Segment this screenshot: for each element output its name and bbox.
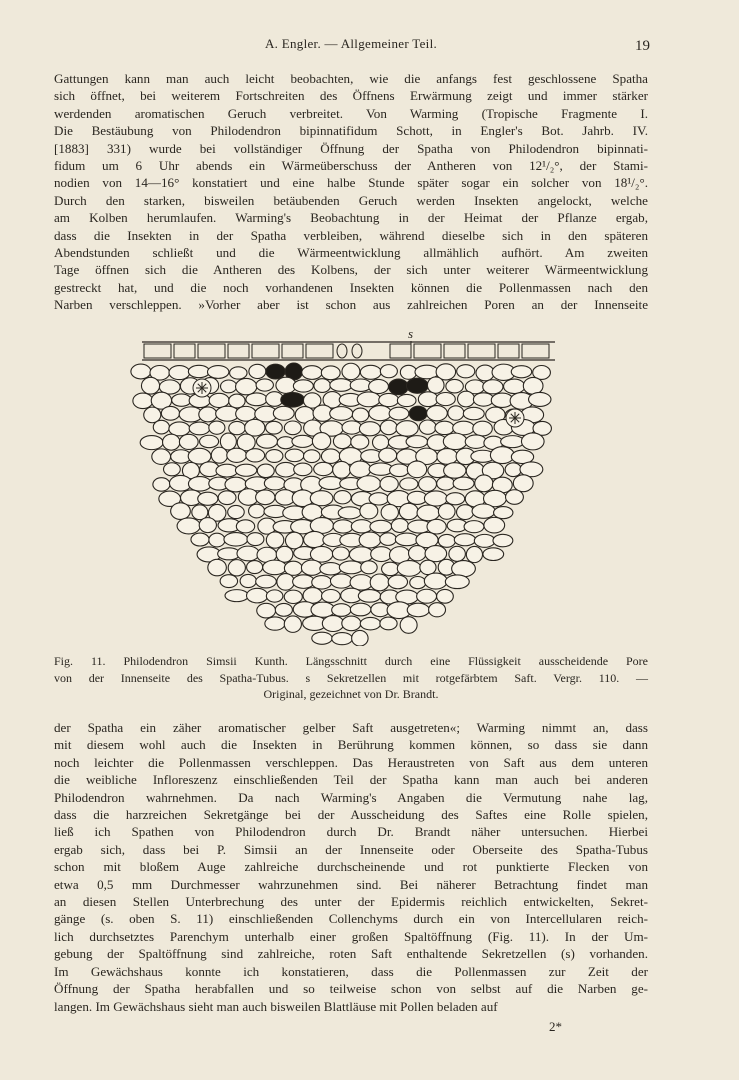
parenchyma-cell [452,561,476,577]
parenchyma-cell [276,546,293,562]
parenchyma-cell [229,421,245,434]
epidermis-cell [228,344,249,358]
parenchyma-cell [494,507,513,519]
parenchyma-cell [333,434,351,449]
parenchyma-cell [256,490,275,505]
parenchyma-cell [266,421,283,434]
text-line: der Spatha ein zäher aromatischer gelber Saft ausgetreten«; Warming nimmt an, dass [54,720,648,735]
parenchyma-cell [153,420,169,434]
parenchyma-cell [395,533,418,546]
parenchyma-cell [424,573,447,589]
parenchyma-cell [397,394,416,406]
parenchyma-cell [209,421,225,434]
parenchyma-cell [501,436,525,448]
parenchyma-cell [369,379,389,393]
parenchyma-cell [342,616,361,631]
parenchyma-cell [427,377,444,393]
parenchyma-cell [266,450,283,463]
parenchyma-cell [381,504,398,520]
parenchyma-cell [350,603,371,616]
parenchyma-cell [236,520,254,533]
text-line: [1883] 331) wurde bei vollständiger Öffnung der Spatha von Philodendron bipinnati- [54,140,648,156]
parenchyma-cell [437,589,454,603]
parenchyma-cell [391,519,408,533]
guard-cell [337,344,347,358]
text-line: schon mit bloßem Auge zahlreiche durchscheinende und rot punktierte Flecken von [54,859,648,875]
parenchyma-cell [454,534,475,546]
parenchyma-cell [448,406,464,420]
parenchyma-cell [474,534,495,547]
parenchyma-cell [417,505,439,521]
paragraph-bottom [54,719,648,1015]
parenchyma-cell [330,379,352,392]
parenchyma-cell [446,379,463,393]
parenchyma-cell [247,533,264,546]
parenchyma-cell [319,477,343,490]
parenchyma-cell [133,393,153,409]
parenchyma-cell [453,477,474,490]
parenchyma-cell [427,519,446,534]
parenchyma-cell [209,393,229,407]
epidermis-cell [306,344,333,358]
parenchyma-cell [504,379,525,393]
parenchyma-cell [400,478,418,490]
parenchyma-cell [256,575,277,588]
parenchyma-cell [249,364,266,378]
parenchyma-cell [351,435,369,449]
parenchyma-cell [191,533,209,546]
parenchyma-cell [472,504,495,518]
caption-line: Fig. 11. Philodendron Simsii Kunth. Längsschnitt durch eine Flüssigkeit ausscheidende Pore [54,654,648,668]
secretory-cell [406,378,428,393]
parenchyma-cell [342,363,360,379]
parenchyma-cell [360,617,380,629]
parenchyma-cell [227,448,247,462]
text-line: dass die harzreichen Sekretgänge bei der Ausscheidung des Saftes eine Rolle spielen, [54,807,648,823]
parenchyma-cell [370,574,389,591]
epidermis-cell [198,344,225,358]
parenchyma-cell [435,421,454,434]
parenchyma-cell [382,562,400,575]
parenchyma-cell [464,521,484,533]
parenchyma-cell [399,503,418,519]
parenchyma-cell [350,575,373,590]
parenchyma-cells [131,363,552,646]
parenchyma-cell [304,531,326,547]
text-line: ergab sich, dass bei P. Simsii an der Innenseite oder Oberseite des Spatha-Tubus [54,841,648,857]
parenchyma-cell [360,503,378,519]
parenchyma-cell [247,561,263,574]
parenchyma-cell [357,476,381,492]
parenchyma-cell [410,577,426,589]
parenchyma-cell [332,604,351,617]
parenchyma-cell [171,503,191,520]
text-line: Abendstunden schließt und die Wärmeentwicklung allmählich aufhört. Am zweiten [54,245,648,261]
parenchyma-cell [153,478,170,491]
running-header [54,36,648,56]
page-number: 19 [635,38,650,54]
parenchyma-cell [371,547,392,562]
parenchyma-cell [312,632,332,644]
parenchyma-cell [263,560,287,575]
parenchyma-cell [359,422,380,436]
parenchyma-cell [247,588,268,603]
text-line: an diesen Stellen Unterbrechung des unter der Epidermis reichlich entwickelten, Sekret- [54,894,648,910]
paragraph-top [54,70,648,314]
parenchyma-cell [330,574,352,588]
parenchyma-cell [257,464,274,478]
parenchyma-cell [188,477,211,492]
parenchyma-cell [235,464,256,476]
parenchyma-cell [330,407,353,421]
parenchyma-cell [380,476,398,491]
parenchyma-cell [506,490,524,505]
parenchyma-cell [429,603,446,617]
signature-mark: 2* [549,1019,562,1034]
parenchyma-cell [369,406,392,421]
parenchyma-cell [211,447,227,463]
parenchyma-cell [466,546,482,562]
text-line: Gattungen kann man auch leicht beobachten, wie die anfangs fest geschlossene Spatha [54,71,648,86]
parenchyma-cell [237,546,259,561]
parenchyma-cell [199,518,216,533]
caption-line: Original, gezeichnet von Dr. Brandt. [263,687,439,701]
figure-label-s: s [408,326,414,341]
parenchyma-cell [245,419,265,436]
parenchyma-cell [322,590,341,603]
parenchyma-cell [292,435,313,447]
text-line: fidum um 6 Uhr abends ein Wärmeüberschuss der Antheren von 12¹/₂°, der Stami- [54,158,648,174]
secretory-cell [389,379,409,395]
parenchyma-cell [352,630,368,646]
parenchyma-cell [418,392,438,407]
parenchyma-cell [177,518,200,534]
parenchyma-cell [172,394,192,406]
text-line: werdenden aromatischen Geruch verbreitet. Von Warming (Tropische Fragmente I. [54,105,648,121]
parenchyma-cell [406,436,428,448]
parenchyma-cell [220,575,237,588]
parenchyma-cell [458,391,475,407]
parenchyma-cell [446,493,465,505]
parenchyma-cell [207,366,228,379]
parenchyma-cell [396,421,418,436]
parenchyma-cell [284,421,301,435]
parenchyma-cell [379,448,397,462]
parenchyma-cell [240,574,256,587]
parenchyma-cell [225,590,248,602]
parenchyma-cell [449,546,466,561]
parenchyma-cell [360,365,381,379]
parenchyma-cell [380,617,397,630]
text-line: noch leichter die Pollenmassen verschleppen. Das Heraustreten von Saft aus dem unteren [54,754,648,770]
parenchyma-cell [350,461,371,477]
parenchyma-cell [339,561,363,574]
parenchyma-cell [342,421,362,434]
text-line: am Kolben herumlaufen. Warming's Beobachtung in der Heimat der Pflanze ergab, [54,210,648,226]
parenchyma-cell [427,406,448,421]
parenchyma-cell [221,380,237,393]
epidermis-cell [468,344,495,358]
secretory-cell [281,392,305,407]
secretory-cell [409,406,427,421]
parenchyma-cell [321,449,340,464]
epidermis-cell [444,344,465,358]
parenchyma-cell [473,421,493,436]
parenchyma-cell [359,532,381,548]
text-line: die weibliche Infloreszenz einschließenden Teil der Spatha kann man auch bei anderen [54,772,648,788]
parenchyma-cell [131,364,151,379]
parenchyma-cell [529,392,551,406]
parenchyma-cell [351,520,372,533]
text-line: nodien von 14—16° konstatiert und eine halbe Stunde später sogar ein solcher von 18¹/₂°. [54,175,648,191]
text-line: gestreckt hat, und die noch vorhandenen Insekten können die Pollenmassen nach den [54,279,648,295]
parenchyma-cell [465,435,486,448]
parenchyma-cell [188,365,209,377]
parenchyma-cell [332,633,353,645]
parenchyma-cell [199,407,217,422]
parenchyma-cell [407,603,429,617]
text-line: ließ ich Spathen von Philodendron durch Dr. Brandt näher untersuchen. Hierbei [54,824,648,840]
parenchyma-cell [334,491,351,504]
parenchyma-cell [484,517,505,533]
text-line: mit diesem wohl auch die Insekten in Berührung kommen können, so dass sie dann [54,737,648,753]
parenchyma-cell [445,575,469,589]
parenchyma-cell [312,576,332,589]
parenchyma-cell [208,559,227,576]
parenchyma-cell [352,408,368,422]
text-line: Im Gewächshaus konnte ich konstatieren, dass die Pollenmassen zur Zeit der [54,963,648,979]
parenchyma-cell [189,422,210,435]
text-line: Narben verschleppen. »Vorher aber ist schon aus zahlreichen Poren an der Innenseite [54,297,648,313]
parenchyma-cell [301,560,322,575]
parenchyma-cell [320,563,342,575]
epidermis-cell [282,344,303,358]
text-line: gebung der Spaltöffnung sind zahlreiche, roten Saft enthaltende Sekretzellen (s) vorhanden. [54,946,648,962]
secretory-cell [266,364,285,379]
parenchyma-cell [265,617,285,630]
parenchyma-cell [294,463,312,476]
parenchyma-cell [333,520,353,533]
parenchyma-cell [409,546,427,561]
epidermis-cell [252,344,279,358]
parenchyma-cell [216,464,238,477]
parenchyma-cell [407,461,426,478]
parenchyma-cell [249,504,265,518]
parenchyma-cell [437,449,458,465]
text-line: dass die Insekten in der Spatha verbleiben, während dieselbe sich in den späteren [54,227,648,243]
text-line: Tage öffnen sich die Antheren des Kolbens, der sich unter weiterer Wärmeentwicklung [54,262,648,278]
parenchyma-cell [169,366,190,380]
parenchyma-cell [380,365,397,378]
text-line: lich durchsetztes Parenchym unterhalb einer großen Spaltöffnung (Fig. 11). In der Um- [54,928,648,944]
parenchyma-cell [493,534,513,547]
parenchyma-cell [228,560,245,576]
parenchyma-cell [333,461,351,478]
parenchyma-cell [266,590,283,602]
parenchyma-cell [230,367,247,379]
parenchyma-cell [419,420,436,434]
text-line: Öffnung der Spatha herabfallen und so teilweise schon von selbst auf die Narben ge- [54,981,648,997]
parenchyma-cell [349,547,373,562]
parenchyma-cell [380,420,397,434]
parenchyma-cell [264,477,285,490]
caption-line: von der Innenseite des Spatha-Tubus. s Sekretzellen mit rotgefärbtem Saft. Vergr. 110. — [54,670,648,685]
parenchyma-cell [490,447,514,464]
parenchyma-cell [417,589,437,603]
parenchyma-cell [285,449,304,462]
guard-cell [352,344,362,358]
parenchyma-cell [310,491,333,506]
parenchyma-cell [293,380,313,392]
parenchyma-cell [437,477,455,490]
parenchyma-cell [246,449,265,462]
text-line: gänge (s. oben S. 11) einschließenden Collenchyms durch ein von Intercellularen reich- [54,911,648,927]
parenchyma-cell [513,475,533,492]
parenchyma-cell [473,393,493,406]
parenchyma-cell [380,533,397,546]
parenchyma-cell [438,534,455,547]
parenchyma-cell [303,588,322,604]
parenchyma-cell [322,616,344,632]
parenchyma-cell [273,406,294,420]
parenchyma-cell [425,546,447,562]
parenchyma-cell [483,380,503,394]
parenchyma-cell [209,533,225,547]
parenchyma-cell [293,575,315,589]
parenchyma-cell [357,392,380,407]
text-line: sich öffnet, bei weiterem Fortschreiten des Öffnens Erwärmung zeigt und immer stärker [54,88,648,104]
parenchyma-cell [420,560,436,574]
parenchyma-cell [444,463,466,478]
parenchyma-cell [475,475,493,492]
parenchyma-cell [285,532,303,549]
parenchyma-cell [523,377,543,394]
parenchyma-cell [483,548,504,561]
parenchyma-cell [256,379,273,391]
parenchyma-cell [141,377,159,394]
parenchyma-cell [457,505,474,520]
parenchyma-cell [314,379,331,393]
parenchyma-cell [370,520,392,533]
parenchyma-cell [332,547,349,560]
epidermis-cell [144,344,171,358]
parenchyma-cell [284,590,302,603]
parenchyma-cell [161,406,179,420]
parenchyma-cell [304,450,321,463]
parenchyma-cell [164,463,181,476]
running-title: A. Engler. — Allgemeiner Teil. [264,36,438,51]
epidermis-cell [522,344,549,358]
parenchyma-cell [338,507,361,519]
parenchyma-cell [389,407,409,420]
figure-caption [54,653,648,703]
parenchyma-cell [152,449,171,465]
parenchyma-cell [224,533,248,546]
parenchyma-cell [163,434,180,450]
text-line: Durch den starken, bisweilen betäubenden Geruch werden Insekten angelockt, welche [54,192,648,208]
parenchyma-cell [218,491,236,505]
parenchyma-cell [400,617,417,634]
parenchyma-cell [200,435,219,447]
parenchyma-cell [229,394,245,408]
parenchyma-cell [284,616,301,632]
parenchyma-cell [321,366,340,380]
parenchyma-cell [277,574,295,591]
epidermis-cell [390,344,411,358]
parenchyma-cell [257,603,276,618]
parenchyma-cell [276,462,296,477]
parenchyma-cell [463,407,484,419]
parenchyma-cell [476,365,494,381]
parenchyma-cell [511,366,531,378]
parenchyma-cell [312,433,330,450]
parenchyma-cell [314,462,333,475]
text-line: Philodendron wahrnehmen. Da nach Warming's Angaben die Vermutung nahe lag, [54,789,648,805]
figure-cell-section [130,326,560,646]
parenchyma-cell [400,365,416,379]
parenchyma-cell [521,433,544,450]
parenchyma-cell [198,492,218,505]
parenchyma-cell [140,436,163,450]
parenchyma-cell [256,434,277,448]
parenchyma-cell [419,477,437,492]
epidermis-cell [174,344,195,358]
parenchyma-cell [179,434,198,449]
parenchyma-cell [236,378,257,394]
parenchyma-cell [388,575,407,589]
epidermis-cell [498,344,519,358]
parenchyma-cell [266,532,283,548]
parenchyma-cell [379,393,399,406]
epidermis-layer [142,342,555,360]
text-line: Die Bestäubung von Philodendron bipinnatifidum Schott, in Engler's Bot. Jahrb. IV. [54,123,648,139]
parenchyma-cell [275,603,292,616]
parenchyma-cell [390,464,409,477]
parenchyma-cell [246,393,267,406]
parenchyma-cell [361,561,377,574]
parenchyma-cell [358,590,380,603]
parenchyma-cell [457,365,475,378]
parenchyma-cell [443,433,467,449]
epidermis-cell [414,344,441,358]
parenchyma-cell [397,561,421,577]
parenchyma-cell [505,463,521,477]
text-line: etwa 0,5 mm Durchmesser wahrzunehmen sind. Bei näherer Betrachtung findet man [54,876,648,892]
parenchyma-cell [302,366,322,380]
parenchyma-cell [436,393,455,406]
parenchyma-cell [350,379,371,391]
parenchyma-cell [438,504,455,520]
parenchyma-cell [228,505,245,518]
text-line: langen. Im Gewächshaus sieht man auch bisweilen Blattläuse mit Pollen beladen auf [54,998,498,1014]
